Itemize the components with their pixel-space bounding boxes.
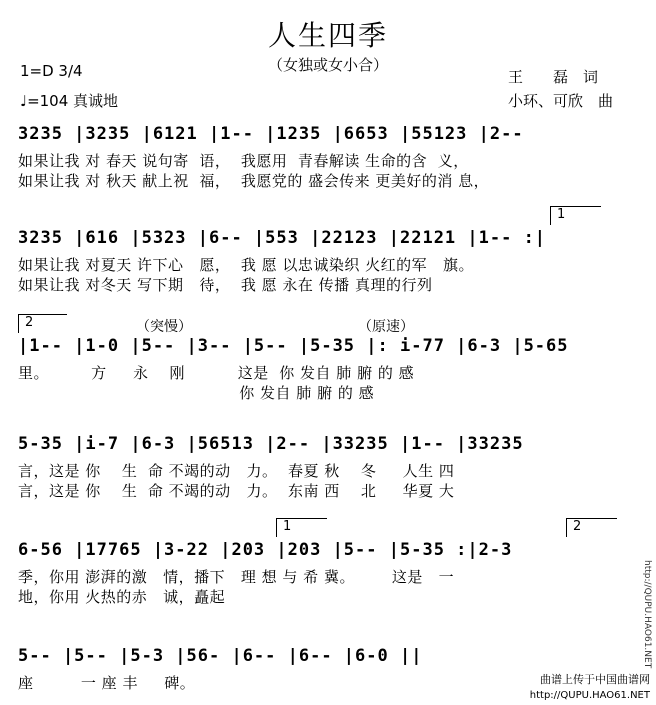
lyric-line-2: 你 发自 肺 腑 的 感 <box>18 384 375 402</box>
page-subtitle: （女独或女小合） <box>267 56 388 74</box>
lyric-line-2: 如果让我 对 秋天 献上祝 福， 我愿党的 盛会传来 更美好的消 息， <box>18 172 490 190</box>
notation-line: 6-56 |17765 |3-22 |203 |203 |5-- |5-35 :|2-3 <box>18 540 513 560</box>
second-ending-number: 2 <box>573 519 582 534</box>
page-title: 人生四季 <box>267 19 388 52</box>
composer-credit: 小环、可欣 曲 <box>508 92 614 110</box>
lyric-line-2: 言，这是 你 生 命 不竭的动 力。 东南 西 北 华夏 大 <box>18 482 455 500</box>
first-ending-number: 1 <box>557 207 566 222</box>
lyric-line-1: 如果让我 对 春天 说句寄 语， 我愿用 青春解读 生命的含 义， <box>18 152 469 170</box>
first-ending-number: 1 <box>283 519 292 534</box>
score-row-1 <box>18 124 638 194</box>
tempo-change-slow: （突慢） <box>136 319 192 335</box>
first-ending-bracket <box>550 206 601 225</box>
score-row-5 <box>18 519 638 610</box>
watermark-side: http://QUPU.HAO61.NET <box>642 560 652 669</box>
lyric-line-1: 如果让我 对夏天 许下心 愿， 我 愿 以忠诚染织 火红的军 旗。 <box>18 256 474 274</box>
second-ending-bracket <box>566 518 617 537</box>
score-row-4 <box>18 434 638 504</box>
lyric-line-2: 如果让我 对冬天 写下期 待， 我 愿 永在 传播 真理的行列 <box>18 276 433 294</box>
notation-line: 5-35 |i-7 |6-3 |56513 |2-- |33235 |1-- |33235 <box>18 434 524 454</box>
tempo-change-original: （原速） <box>358 319 414 335</box>
footer-url: http://QUPU.HAO61.NET <box>529 690 650 701</box>
second-ending-bracket <box>18 314 67 333</box>
lyric-line-1: 季，你用 澎湃的激 情，播下 理 想 与 希 冀。 这是 一 <box>18 568 455 586</box>
score-row-3 <box>18 315 638 406</box>
footer-credit: 曲谱上传于中国曲谱网 <box>540 673 650 686</box>
first-ending-bracket <box>276 518 327 537</box>
notation-line: 3235 |3235 |6121 |1-- |1235 |6653 |55123 |2-- <box>18 124 524 144</box>
tempo-marking: ♩=104 真诚地 <box>20 92 119 110</box>
lyric-line-1: 里。 方 永 刚 这是 你 发自 肺 腑 的 感 <box>18 364 415 382</box>
notation-line: |1-- |1-0 |5-- |3-- |5-- |5-35 |: i-77 |6-3 |5-65 <box>18 336 569 356</box>
lyric-line-2: 地，你用 火热的赤 诚，矗起 <box>18 588 226 606</box>
lyric-line-1: 座 一 座 丰 碑。 <box>18 674 196 692</box>
lyric-line-1: 言，这是 你 生 命 不竭的动 力。 春夏 秋 冬 人生 四 <box>18 462 455 480</box>
notation-line: 5-- |5-- |5-3 |56- |6-- |6-- |6-0 || <box>18 646 423 666</box>
notation-line: 3235 |616 |5323 |6-- |553 |22123 |22121 |1-- :| <box>18 228 547 248</box>
key-time-signature: 1=D 3/4 <box>20 62 83 80</box>
score-row-2 <box>18 207 638 298</box>
lyricist-credit: 王 磊 词 <box>508 68 599 86</box>
second-ending-number: 2 <box>25 315 34 330</box>
